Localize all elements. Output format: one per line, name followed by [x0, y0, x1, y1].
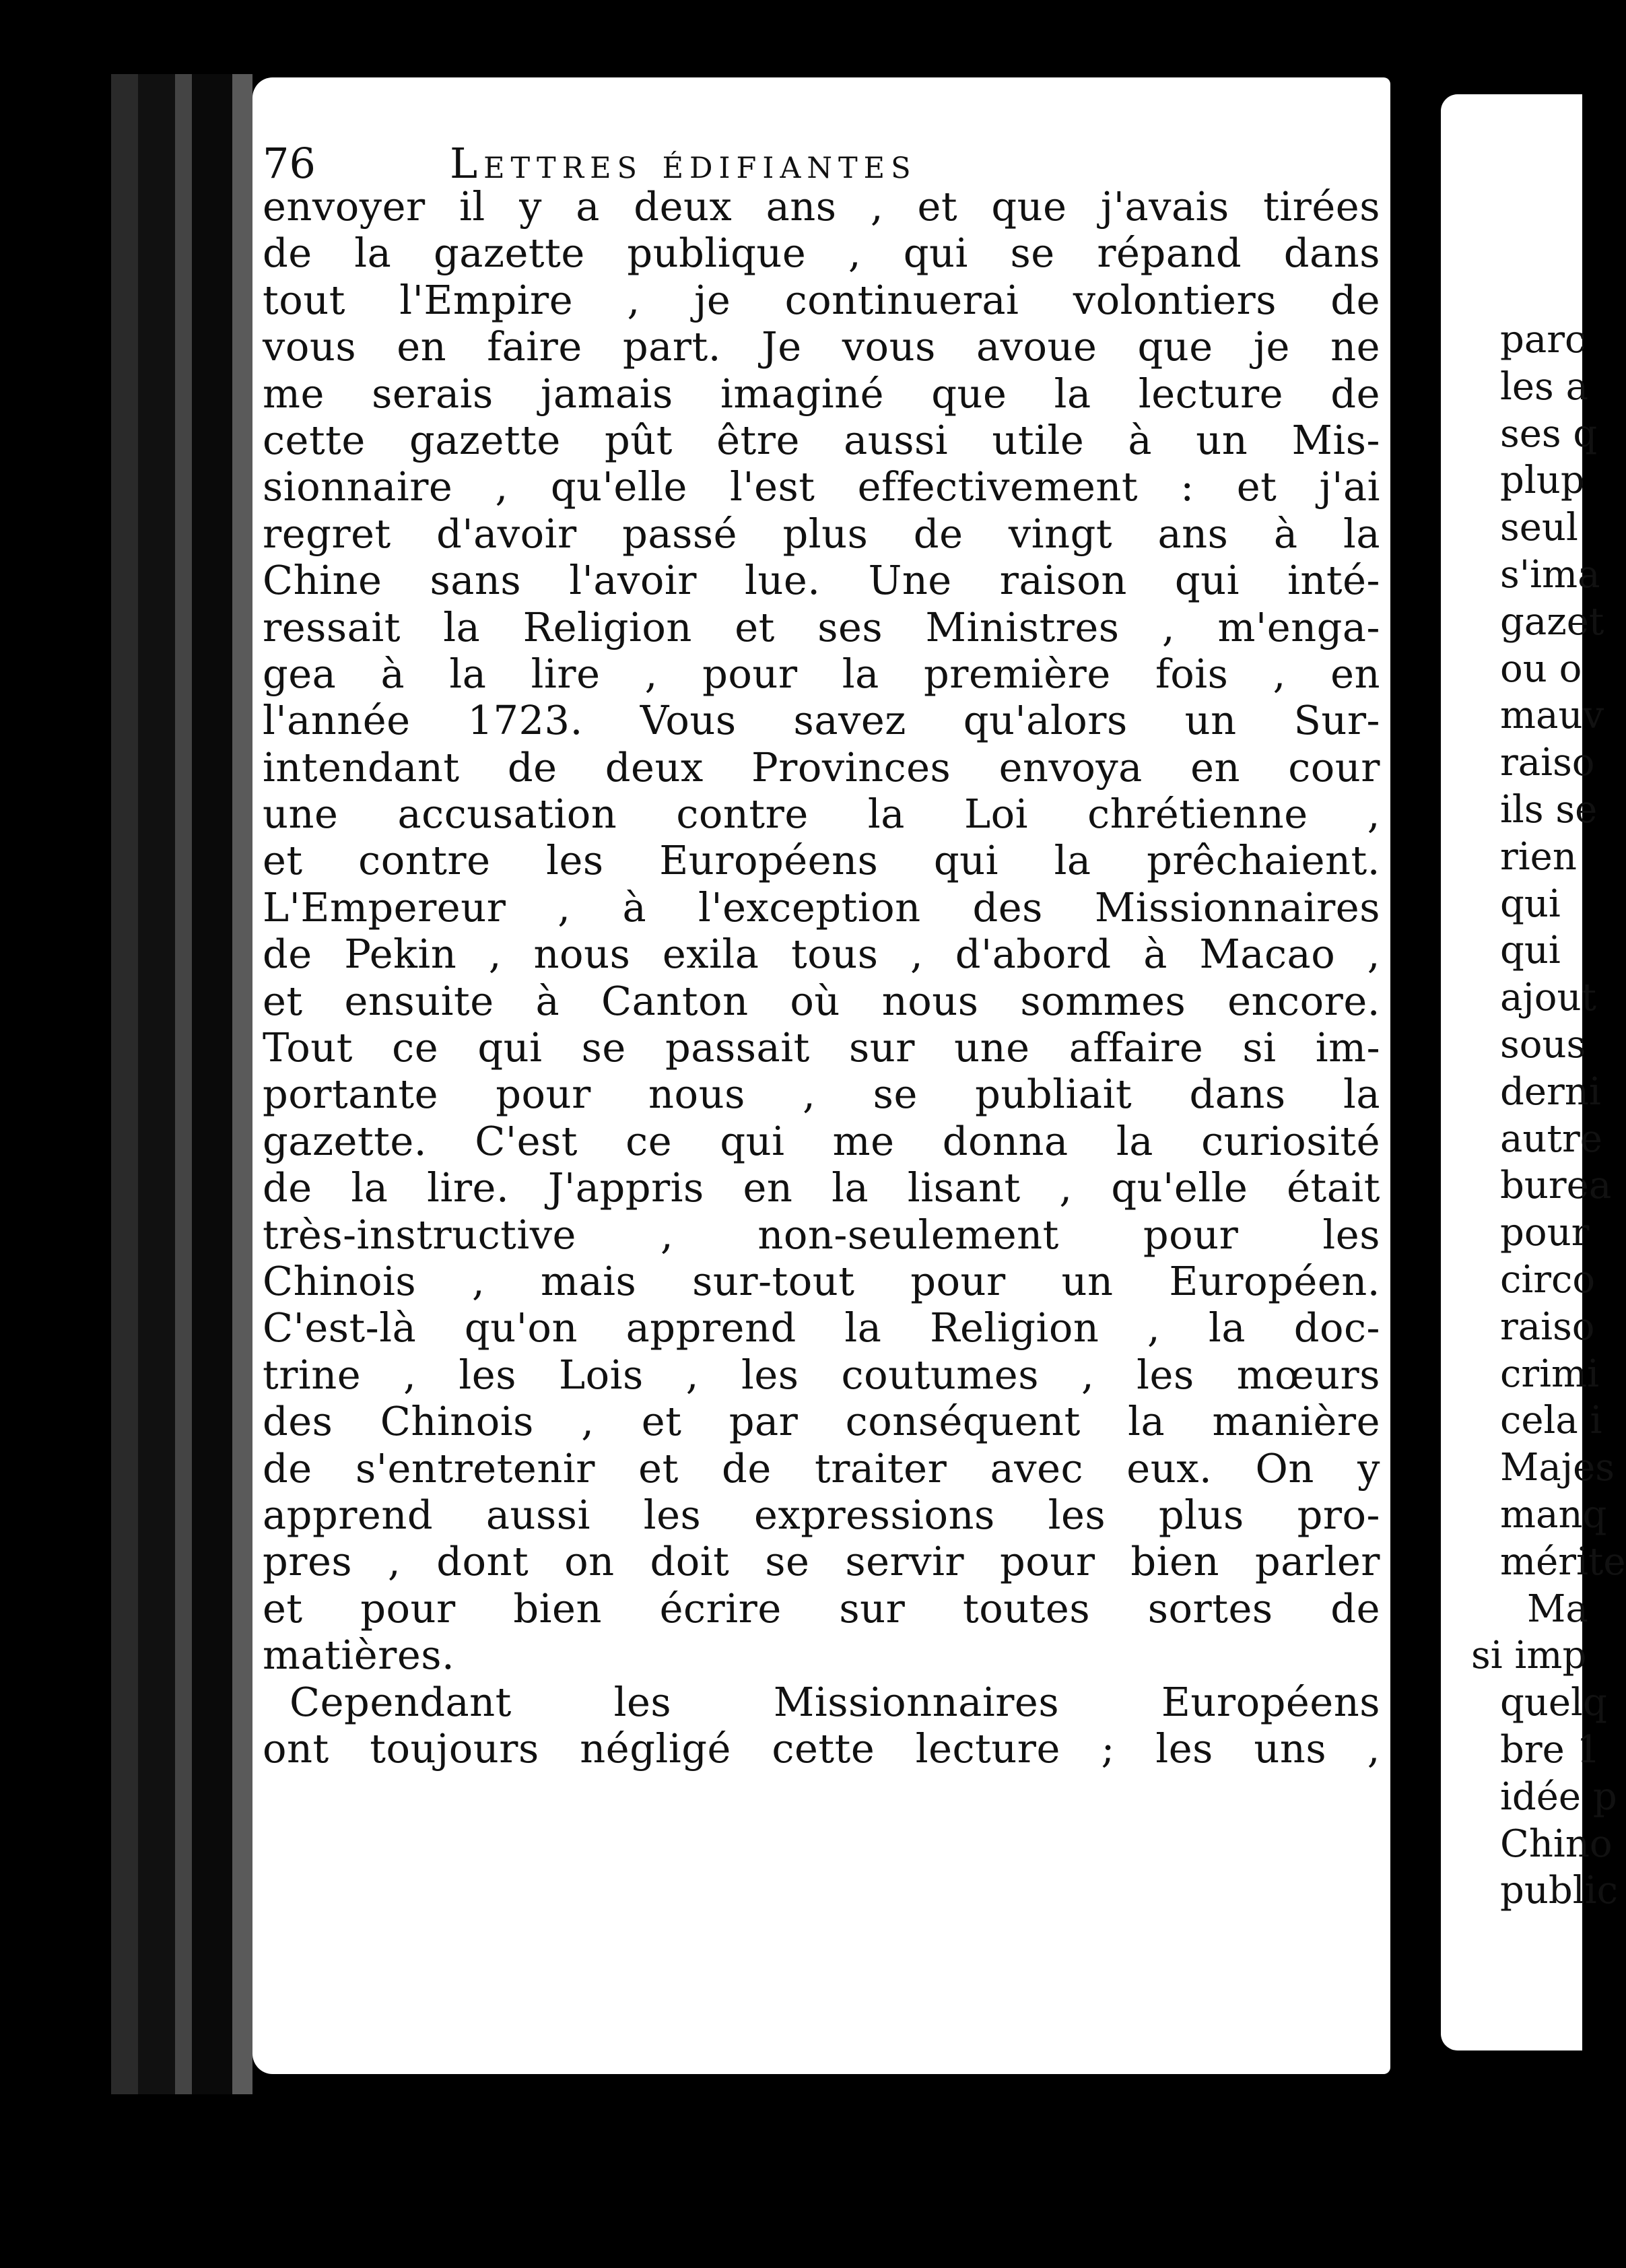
text-line: de Pekin , nous exila tous , d'abord à Macao ,: [263, 931, 1380, 978]
text-line: gazette. C'est ce qui me donna la curiosité: [263, 1117, 1380, 1164]
text-line: envoyer il y a deux ans , et que j'avais tirées: [263, 183, 1380, 230]
text-line: portante pour nous , se publiait dans la: [263, 1071, 1380, 1118]
text-line: Cependant les Missionnaires Européens: [290, 1678, 1380, 1725]
binding-edge: [111, 74, 138, 2094]
text-line: ont toujours négligé cette lecture ; les uns ,: [263, 1725, 1380, 1772]
text-line: raiso: [1500, 741, 1595, 785]
text-line: Chinois , mais sur-tout pour un Européen.: [263, 1257, 1380, 1304]
text-line: gea à la lire , pour la première fois , en: [263, 650, 1380, 697]
left-page-text: [263, 183, 1380, 1772]
text-line: me serais jamais imaginé que la lecture de: [263, 370, 1380, 417]
text-line: plup: [1500, 459, 1585, 503]
text-line: ajout: [1500, 976, 1597, 1020]
text-line: et pour bien écrire sur toutes sortes de: [263, 1585, 1380, 1632]
text-line: regret d'avoir passé plus de vingt ans à la: [263, 510, 1380, 557]
text-line: L'Empereur , à l'exception des Missionnaires: [263, 883, 1380, 931]
text-line: cela i: [1500, 1399, 1602, 1443]
text-line: pres , dont on doit se servir pour bien parler: [263, 1538, 1380, 1585]
text-line: qui: [1500, 881, 1561, 926]
text-line: sionnaire , qu'elle l'est effectivement : et j'ai: [263, 463, 1380, 510]
text-line: et contre les Européens qui la prêchaient.: [263, 837, 1380, 884]
text-line: si imp: [1471, 1634, 1587, 1678]
text-line: de la gazette publique , qui se répand dans: [263, 230, 1380, 277]
page-number: 76: [263, 139, 316, 188]
text-line: pour: [1500, 1211, 1590, 1255]
text-line: crimi: [1500, 1352, 1600, 1396]
text-line: gazet: [1500, 599, 1604, 644]
text-line: des Chinois , et par conséquent la manière: [263, 1398, 1380, 1445]
text-line: intendant de deux Provinces envoya en cour: [263, 743, 1380, 791]
text-line: rien: [1500, 834, 1577, 879]
text-line: de la lire. J'appris en la lisant , qu'elle était: [263, 1164, 1380, 1211]
text-line: public: [1500, 1869, 1618, 1913]
text-line: quelq: [1500, 1681, 1607, 1725]
text-line: s'ima: [1500, 552, 1600, 597]
text-line: une accusation contre la Loi chrétienne ,: [263, 791, 1380, 838]
text-line: burea: [1500, 1164, 1612, 1208]
text-line: ou o: [1500, 646, 1582, 691]
text-line: de s'entretenir et de traiter avec eux. On y: [263, 1444, 1380, 1492]
right-page: [1441, 94, 1626, 2050]
text-line: C'est-là qu'on apprend la Religion , la doc-: [263, 1304, 1380, 1352]
running-title: Lettres édifiantes: [450, 139, 917, 188]
text-line: apprend aussi les expressions les plus pro-: [263, 1491, 1380, 1538]
text-line: et ensuite à Canton où nous sommes encore.: [263, 977, 1380, 1024]
text-line: autre: [1500, 1116, 1602, 1161]
text-line: mauv: [1500, 694, 1604, 738]
text-line: tout l'Empire , je continuerai volontiers de: [263, 276, 1380, 323]
text-line: Majes: [1500, 1446, 1615, 1490]
text-line: ressait la Religion et ses Ministres , m'enga-: [263, 603, 1380, 651]
text-line: mérite: [1500, 1539, 1626, 1584]
binding-edge: [175, 74, 192, 2094]
text-line: parc: [1500, 318, 1586, 362]
text-line: ses q: [1500, 411, 1598, 456]
text-line: vous en faire part. Je vous avoue que je ne: [263, 323, 1380, 370]
text-line: sous: [1500, 1022, 1586, 1067]
right-page-text: [1441, 316, 1626, 1914]
text-line: Ma: [1527, 1587, 1588, 1631]
text-line: qui: [1500, 929, 1561, 973]
text-line: ils se: [1500, 787, 1598, 832]
text-line: seul: [1500, 506, 1578, 550]
text-line: trine , les Lois , les coutumes , les mœurs: [263, 1351, 1380, 1398]
binding-edge: [192, 74, 232, 2094]
text-line: cette gazette pût être aussi utile à un Mis-: [263, 416, 1380, 463]
text-line: très-instructive , non-seulement pour les: [263, 1211, 1380, 1258]
text-line: Chino: [1500, 1822, 1613, 1866]
text-line: Tout ce qui se passait sur une affaire si im-: [263, 1024, 1380, 1071]
text-line: matières.: [263, 1632, 455, 1679]
text-line: derni: [1500, 1069, 1601, 1114]
text-line: les a: [1500, 364, 1588, 409]
text-line: Chine sans l'avoir lue. Une raison qui inté-: [263, 557, 1380, 604]
text-line: l'année 1723. Vous savez qu'alors un Sur-: [263, 697, 1380, 744]
text-line: bre 1: [1500, 1727, 1601, 1772]
page-edges: [232, 74, 252, 2094]
text-line: manq: [1500, 1492, 1607, 1537]
text-line: raiso: [1500, 1304, 1595, 1349]
text-line: circo: [1500, 1257, 1596, 1302]
text-line: idée p: [1500, 1774, 1617, 1819]
binding-edge: [138, 74, 175, 2094]
